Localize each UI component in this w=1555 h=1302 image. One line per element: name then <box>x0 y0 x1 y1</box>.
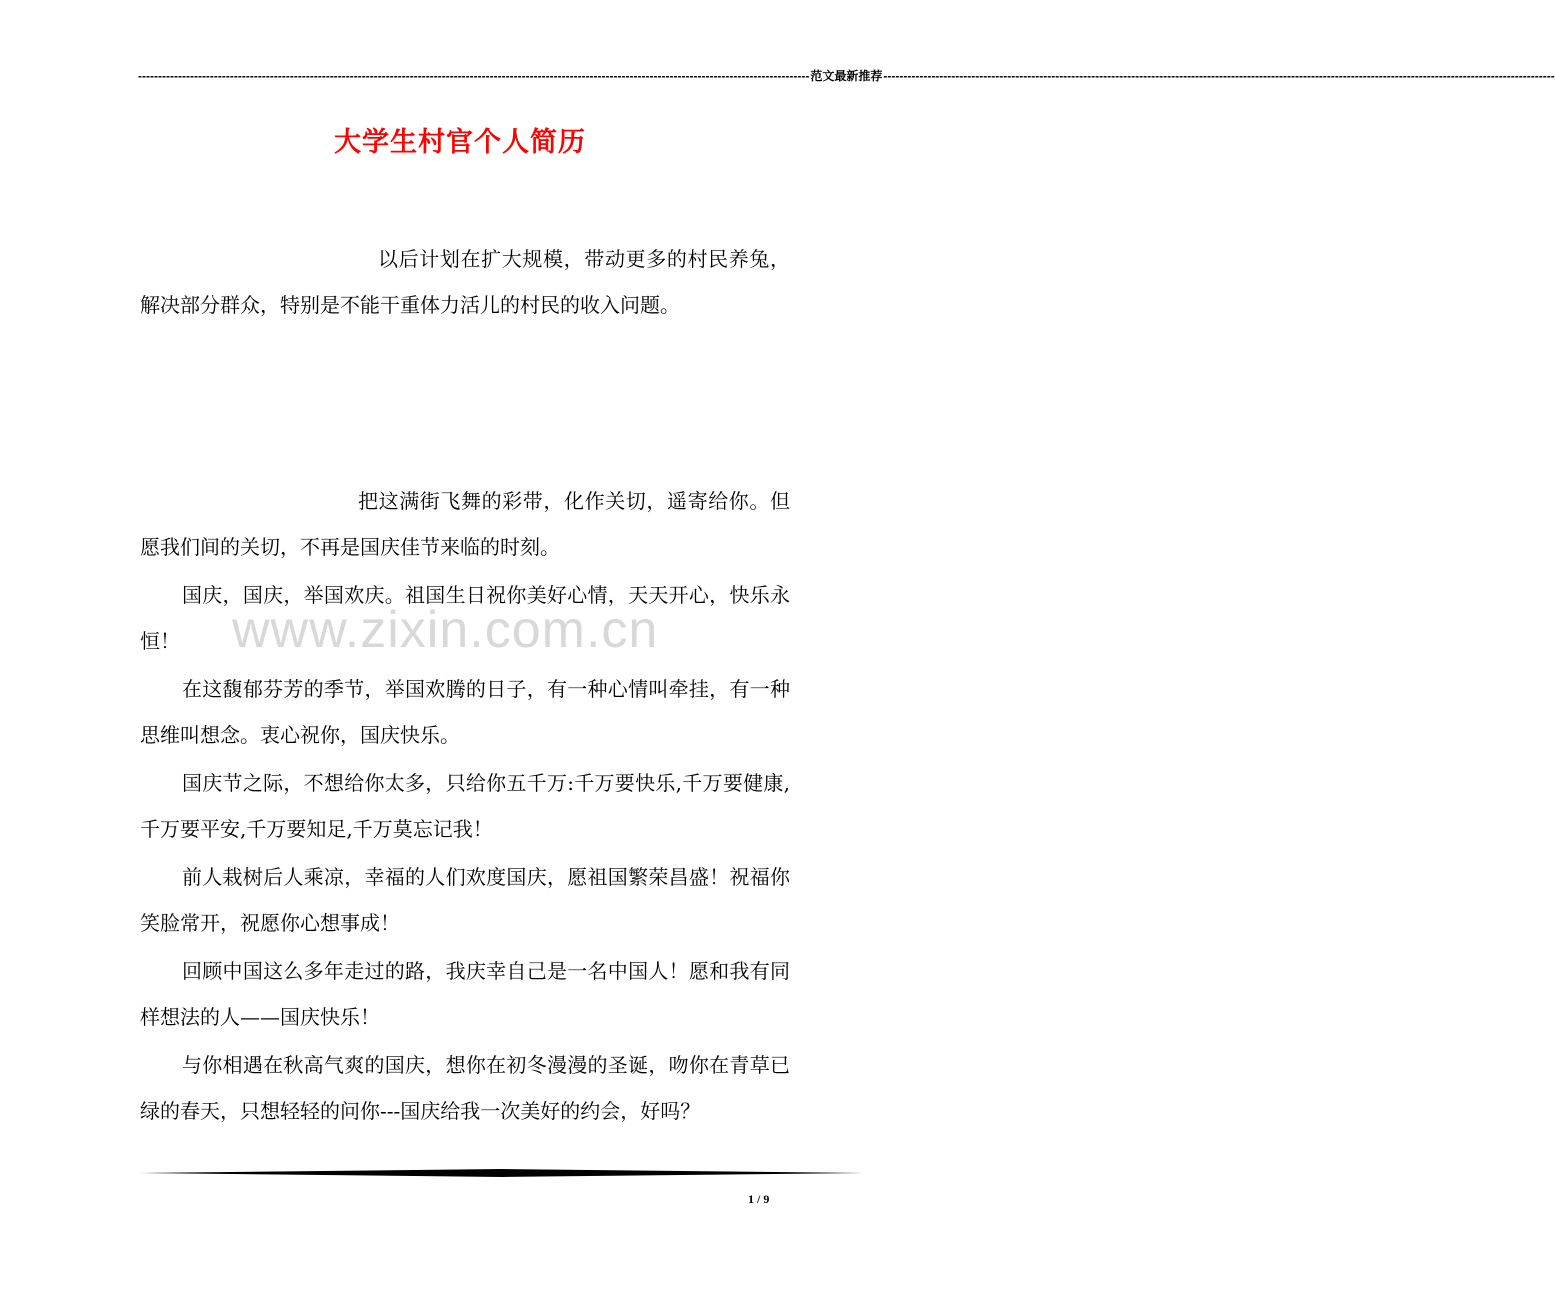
paragraph-1: 以后计划在扩大规模，带动更多的村民养兔，解决部分群众，特别是不能干重体力活儿的村民的收入问题。 <box>140 247 790 317</box>
header-left-dashes: ------------------------------------------------------------------------------------------------------------------------------------------------------------------------ <box>138 69 810 83</box>
paragraph-6: 前人栽树后人乘凉，幸福的人们欢度国庆，愿祖国繁荣昌盛！祝福你笑脸常开，祝愿你心想事成！ <box>140 865 790 935</box>
header-text: 范文最新推荐 <box>810 69 883 83</box>
paragraph-4: 在这馥郁芬芳的季节，举国欢腾的日子，有一种心情叫牵挂，有一种思维叫想念。衷心祝你，国庆快乐。 <box>140 677 790 747</box>
paragraph-5: 国庆节之际，不想给你太多，只给你五千万:千万要快乐,千万要健康,千万要平安,千万要知足,千万莫忘记我！ <box>140 771 790 841</box>
paragraph-7: 回顾中国这么多年走过的路，我庆幸自己是一名中国人！愿和我有同样想法的人——国庆快乐！ <box>140 959 790 1029</box>
document-title: 大学生村官个人简历 <box>334 127 586 158</box>
paragraph-3: 国庆，国庆，举国欢庆。祖国生日祝你美好心情，天天开心，快乐永恒！ <box>140 583 790 653</box>
paragraph-8: 与你相遇在秋高气爽的国庆，想你在初冬漫漫的圣诞，吻你在青草已绿的春天，只想轻轻的问你---国庆给我一次美好的约会，好吗？ <box>140 1053 790 1123</box>
paragraph-2: 把这满街飞舞的彩带，化作关切，遥寄给你。但愿我们间的关切，不再是国庆佳节来临的时刻。 <box>140 489 790 559</box>
page-number: 1 / 9 <box>748 1192 770 1206</box>
header-line <box>138 68 1555 84</box>
footer-rule <box>140 1168 864 1178</box>
header-right-dashes: ------------------------------------------------------------------------------------------------------------------------------------------------------------------------ <box>883 69 1555 83</box>
watermark: www.zixin.com.cn <box>232 601 659 659</box>
